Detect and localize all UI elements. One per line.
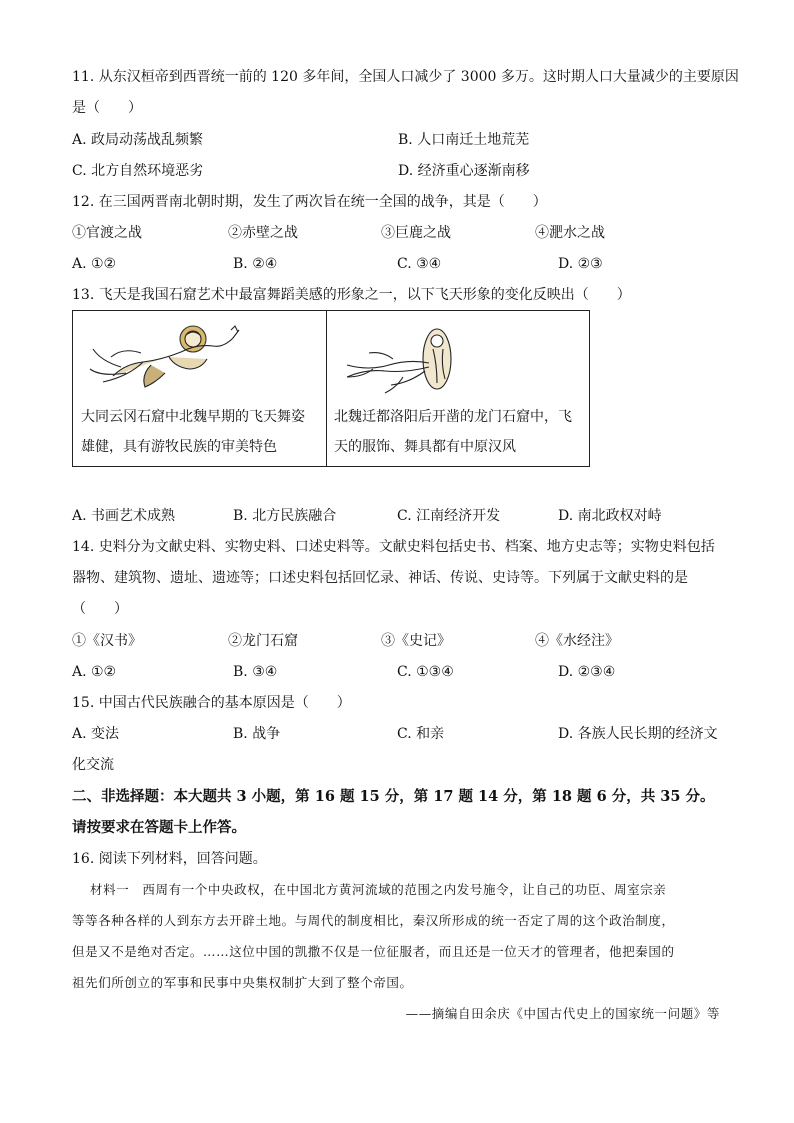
q13-left-caption-line2: 雄健，具有游牧民族的审美特色 <box>81 439 277 455</box>
longmen-feitian-illustration <box>333 319 463 399</box>
q14-option-a: A. ①② <box>72 664 117 680</box>
q11-option-d: D. 经济重心逐渐南移 <box>398 163 530 179</box>
q12-option-b: B. ②④ <box>233 256 278 272</box>
q16-stem: 16. 阅读下列材料，回答问题。 <box>72 851 267 867</box>
q15-option-d-cont: 化交流 <box>72 757 114 773</box>
q14-option-b: B. ③④ <box>233 664 278 680</box>
q13-option-d: D. 南北政权对峙 <box>558 508 662 524</box>
q13-option-c: C. 江南经济开发 <box>397 508 501 524</box>
q12-option-c: C. ③④ <box>397 256 442 272</box>
q12-item-4: ④淝水之战 <box>535 225 605 241</box>
q14-item-1: ①《汉书》 <box>72 633 142 649</box>
q15-stem: 15. 中国古代民族融合的基本原因是（ ） <box>72 695 351 711</box>
q13-option-b: B. 北方民族融合 <box>233 508 337 524</box>
q14-stem-cont: 器物、建筑物、遗址、遗迹等；口述史料包括回忆录、神话、传说、史诗等。下列属于文献史料的是 <box>72 570 688 586</box>
table-divider <box>326 311 327 466</box>
q15-option-d: D. 各族人民长期的经济文 <box>558 726 718 742</box>
q14-option-c: C. ①③④ <box>397 664 454 680</box>
q16-material-line4: 祖先们所创立的军事和民事中央集权制扩大到了整个帝国。 <box>72 975 413 990</box>
q16-material-line2: 等等各种各样的人到东方去开辟土地。与周代的制度相比，秦汉所形成的统一否定了周的这个政治制度， <box>72 913 675 928</box>
q16-source: ——摘编自田余庆《中国古代史上的国家统一问题》等 <box>405 1006 720 1021</box>
q14-stem-bracket: （ ） <box>72 601 128 617</box>
q11-stem-cont: 是（ ） <box>72 100 142 116</box>
q12-option-a: A. ①② <box>72 256 117 272</box>
q15-option-c: C. 和亲 <box>397 726 445 742</box>
q14-option-d: D. ②③④ <box>558 664 616 680</box>
q13-right-caption-line1: 北魏迁都洛阳后开凿的龙门石窟中，飞 <box>334 409 572 425</box>
q13-image-table <box>72 310 590 467</box>
q12-option-d: D. ②③ <box>558 256 603 272</box>
q14-item-4: ④《水经注》 <box>535 633 619 649</box>
q13-stem: 13. 飞天是我国石窟艺术中最富舞蹈美感的形象之一，以下飞天形象的变化反映出（ ） <box>72 287 631 303</box>
q11-option-b: B. 人口南迁土地荒芜 <box>398 132 530 148</box>
q12-stem: 12. 在三国两晋南北朝时期，发生了两次旨在统一全国的战争，其是（ ） <box>72 194 547 210</box>
q14-item-2: ②龙门石窟 <box>228 633 298 649</box>
q13-left-caption-line1: 大同云冈石窟中北魏早期的飞天舞姿 <box>81 409 305 425</box>
section-two-instruction: 请按要求在答题卡上作答。 <box>72 819 246 836</box>
yungang-feitian-illustration <box>81 317 251 397</box>
q12-item-1: ①官渡之战 <box>72 225 142 241</box>
q12-item-3: ③巨鹿之战 <box>381 225 451 241</box>
q15-option-a: A. 变法 <box>72 726 120 742</box>
q13-right-caption-line2: 天的服饰、舞具都有中原汉风 <box>334 439 516 455</box>
q11-option-c: C. 北方自然环境恶劣 <box>72 163 204 179</box>
q16-material-line3: 但是又不是绝对否定。……这位中国的凯撒不仅是一位征服者，而且还是一位天才的管理者，他把秦国的 <box>72 944 675 959</box>
q11-stem: 11. 从东汉桓帝到西晋统一前的 120 多年间，全国人口减少了 3000 多万。这时期人口大量减少的主要原因 <box>72 69 739 85</box>
q16-material-line1: 材料一 西周有一个中央政权，在中国北方黄河流域的范围之内发号施令，让自己的功臣、周室宗亲 <box>90 882 667 897</box>
section-two-heading: 二、非选择题：本大题共 3 小题，第 16 题 15 分，第 17 题 14 分，第 18 题 6 分，共 35 分。 <box>72 788 715 805</box>
q14-stem: 14. 史料分为文献史料、实物史料、口述史料等。文献史料包括史书、档案、地方史志等；实物史料包括 <box>72 539 715 555</box>
q11-option-a: A. 政局动荡战乱频繁 <box>72 132 204 148</box>
q15-option-b: B. 战争 <box>233 726 281 742</box>
q13-option-a: A. 书画艺术成熟 <box>72 508 176 524</box>
q12-item-2: ②赤壁之战 <box>228 225 298 241</box>
q14-item-3: ③《史记》 <box>381 633 451 649</box>
